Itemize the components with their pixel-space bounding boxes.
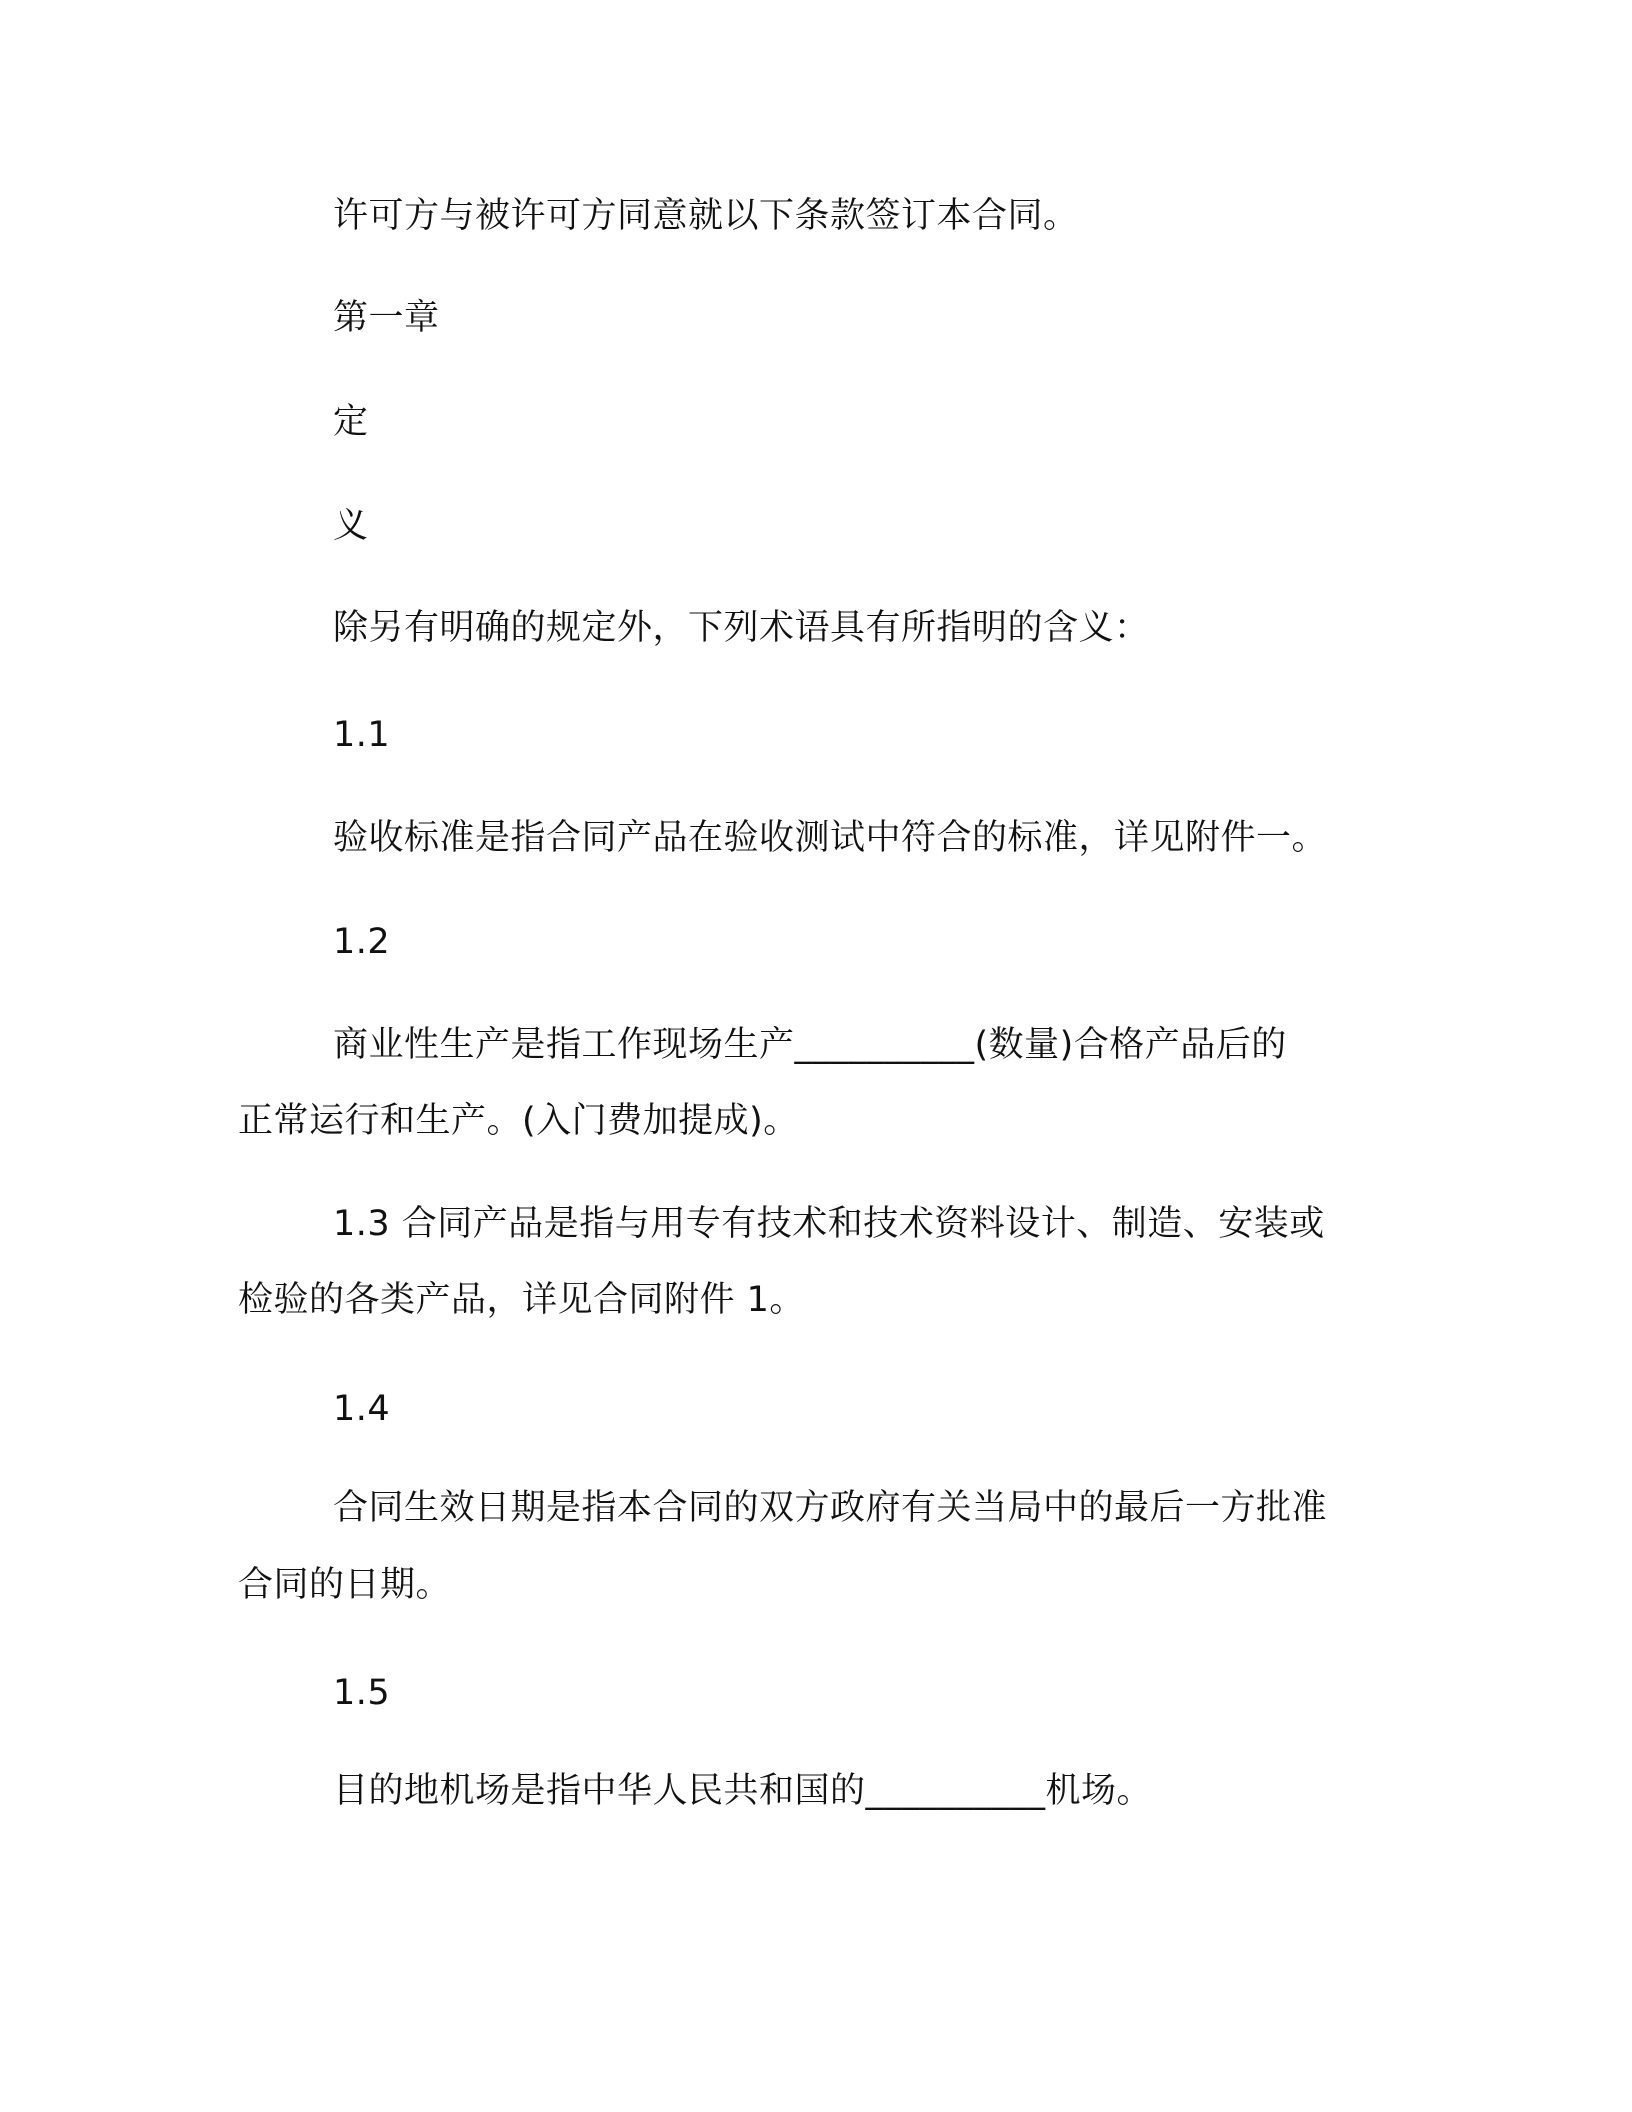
item-text-1-3-line1: 1.3 合同产品是指与用专有技术和技术资料设计、制造、安装或 xyxy=(333,1204,1325,1244)
item-text-1-2-line2: 正常运行和生产。(入门费加提成)。 xyxy=(238,1101,799,1141)
item-text-1-5: 目的地机场是指中华人民共和国的__________机场。 xyxy=(333,1771,1153,1811)
title-char-2: 义 xyxy=(333,506,369,546)
chapter-heading: 第一章 xyxy=(333,298,440,338)
definitions-intro: 除另有明确的规定外，下列术语具有所指明的含义： xyxy=(333,608,1150,648)
item-text-1-4-line2: 合同的日期。 xyxy=(238,1565,452,1605)
item-text-1-2-line1: 商业性生产是指工作现场生产__________(数量)合格产品后的 xyxy=(333,1025,1287,1065)
item-text-1-1: 验收标准是指合同产品在验收测试中符合的标准，详见附件一。 xyxy=(333,818,1328,858)
item-text-1-4-line1: 合同生效日期是指本合同的双方政府有关当局中的最后一方批准 xyxy=(333,1488,1328,1528)
item-text-1-3-line2: 检验的各类产品，详见合同附件 1。 xyxy=(238,1280,805,1320)
item-number-1-1: 1.1 xyxy=(333,715,391,755)
item-number-1-5: 1.5 xyxy=(333,1673,391,1713)
item-number-1-2: 1.2 xyxy=(333,922,391,962)
title-char-1: 定 xyxy=(333,402,369,442)
intro-paragraph: 许可方与被许可方同意就以下条款签订本合同。 xyxy=(333,196,1079,236)
item-number-1-4: 1.4 xyxy=(333,1389,391,1429)
